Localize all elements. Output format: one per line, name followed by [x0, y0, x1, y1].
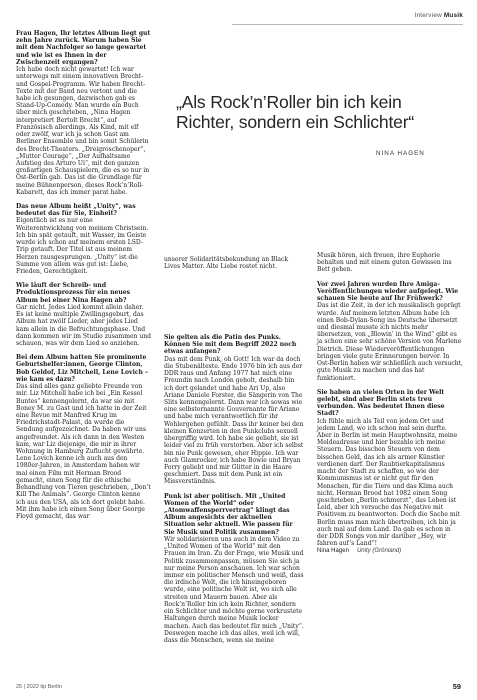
interview-answer: Gar nicht. Jedes Lied kommt allein daher. Es ist keine multiple Zwillingsgeburt, das Album hat zwölf Lieder, aber jedes Lied kam allein in die Befruchtungsphase. Und dann kommen wir im Studio zusammen und schauen, was wir dem Lied so anziehen.: [16, 303, 152, 347]
interview-question: Das neue Album heißt „Unity“, was bedeutet das für Sie, Einheit?: [16, 203, 136, 218]
interview-question: Punk ist aber politisch. Mit „United Women of the World“ oder „Atomwaffensperrvertrag“ klingt das Album angesichts der aktuellen Situation sehr aktuell. Wie passen für Sie Musik und Politik zusammen?: [164, 492, 293, 536]
section-header: [415, 12, 463, 19]
footer-issue-number: 25 | 2022: [16, 684, 39, 690]
interview-question: Frau Hagen, Ihr letztes Album liegt gut zehn Jahre zurück. Warum haben Sie mit dem Nachfolger so lange gewartet und wie ist es Ihnen in der Zwischenzeit ergangen?: [16, 30, 151, 66]
interview-answer: Eigentlich ist es nur eine Weiterentwicklung von meinem Christsein. Ich bin spät getauft, mit Wasser, im Geiste wurde ich schon auf meinem ersten LSD-Trip getauft. Der Titel ist aus meinem Herzen rausgesprungen. „Unity“ ist die Summe von allem was gut ist: Liebe, Frieden, Gerechtigkeit.: [16, 217, 149, 275]
interview-question: Sie gelten als die Patin des Punks. Können Sie mit dem Begriff 2022 noch etwas anfangen?: [164, 334, 297, 356]
interview-answer: Ich habe doch nicht gewartet! Ich war unterwegs mit einem innovativen Brecht- und Gospel-Programm. Wir haben Brecht-Texte mit der Band neu vertont und die habe ich gesungen, dazwischen gab es Stand-Up-Comedy. Man wurde ein Buch über mich geschrieben, „Nina Hagen interpretiert Bertolt Brecht“, auf Französisch allerdings. Als Kind, mit elf oder zwölf, war ich ja schon Gast am Berliner Ensemble und bin somit Schülerin des Brecht-Theaters. „Dreigroschenoper“, „Mutter Courage“, „Der Aufhaltsame Aufstieg des Arturo Ui“, mit den ganzen großartigen Schauspielern, die es so nur in Ost-Berlin gab. Das ist die Grundlage für meine Bühnenperson, dieses Rock’n’Roll-Kabarett, das ich immer parat habe.: [16, 66, 150, 196]
pull-quote-author: NINA HAGEN: [376, 150, 425, 157]
interview-question: Vor zwei Jahren wurden Ihre Amiga-Veröffentlichungen wieder aufgelegt. Wie schauen Sie heute auf Ihr Frühwerk?: [317, 280, 459, 303]
article-column-3: [317, 252, 463, 555]
pull-quote: „Als Rock’n’Roller bin ich kein Richter, sondern ein Schlichter“: [176, 92, 415, 132]
photo-area: [164, 30, 463, 242]
header-category: Musik: [443, 12, 463, 19]
article-column-2-top: [164, 256, 304, 270]
credit-author: Nina Hagen: [317, 547, 349, 554]
interview-answer: Wir solidarisieren uns auch in dem Video zu „United Women of the World“ mit den Frauen im Iran. Zu der Frage, wie Musik und Politik zusammenpassen, müssen Sie sich ja nur meine Person anschauen. Ich war schon immer ein politischer Mensch und weiß, dass die irdische Welt, die ich hineingeboren wurde, eine politische Welt ist, wo sich alle streiten und Mauern bauen. Aber als Rock’n’Roller bin ich kein Richter, sondern ein Schlichter und möchte gerne verkrustete Haltungen durch meine Musik locker machen. Auch das bedeutet für mich „Unity“. Deswegen mache ich das alles, weil ich will, dass die Menschen, wenn sie meine: [164, 535, 304, 644]
interview-question: Sie haben an vielen Orten in der Welt gelebt, sind aber Berlin stets treu verbunden. Was bedeutet Ihnen diese Stadt?: [317, 388, 445, 418]
interview-answer: Ich fühle mich als Teil von jedem Ort und jedem Land, wo ich schon mal sein durfte. Aber in Berlin ist mein Hauptwohnsitz, meine Meldeadresse und hier bezahle ich meine Steuern. Das bisschen Steuern von dem bisschen Geld, das ich als armer Künstler verdienen darf. Der Raubtierkapitalismus macht der Stadt zu schaffen, so wie der Kommunismus ist er nicht gut für den Menschen, für die Tiere und das Klima auch nicht. Herman Brood hat 1982 einen Song geschrieben „Berlin schmerzt“, das Leben ist Leid, aber ich versuche das Negative mit Positivem zu beantworten. Doch die Sache mit Berlin muss man mich übertreiben, ich bin ja auch mal auf dem Land. Da gab es schon in der DDR Songs von mir darüber „Hey, wir fahren auf’s Land“!: [317, 417, 460, 548]
article-column-2: [164, 334, 304, 644]
footer-issue: [16, 684, 62, 690]
interview-answer: Musik hören, sich freuen, ihre Euphorie behalten und mit einem guten Gewissen ins Bett gehen.: [317, 252, 452, 274]
article-column-1: [16, 30, 151, 520]
interview-answer: unserer Solidaritätsbekundung an Black Lives Matter. Alte Liebe rostet nicht.: [164, 256, 289, 271]
interview-question: Wie läuft der Schreib- und Produktionsprozess für ein neues Album bei einer Nina Hagen ab?: [16, 282, 130, 304]
credit-album: Unity (Grönland): [356, 547, 402, 554]
interview-answer: Das sind alles ganz geliebte Freunde von mir. Liz Mitchell habe ich bei „Ein Kessel Buntes“ kennengelernt, da war sie mit Boney M. zu Gast und ich hatte in der Zeit eine Revue mit Manfred Krug im Friedrichstadt-Palast, da wurde die Sendung aufgezeichnet. Da haben wir uns angefreundet. Als ich dann in den Westen kam, war Liz diejenige, die mir in ihrer Wohnung in Hamburg Zuflucht gewährte. Lene Lovich kenne ich auch aus den 1980er-Jahren, in Amsterdam haben wir mal einen Film mit Herman Brood gemacht, einen Song für die ethische Behandlung von Tieren geschrieben, „Don’t Kill The Animals“. George Clinton kenne ich aus den USA, als ich dort gelebt habe. Mit ihm habe ich einen Song über George Floyd gemacht, das war: [16, 383, 151, 520]
interview-answer: Das ist die Zeit, in der ich musikalisch geprägt wurde. Auf meinem letzten Album habe ich einen Bob-Dylan-Song ins Deutsche übersetzt und diesmal musste ich nichts mehr übersetzen, von „Blowin’ in the Wind“ gibt es ja schon eine sehr schöne Version von Marlene Dietrich. Diese Wiederveröffentlichungen bringen viele gute Erinnerungen hervor. In Ost-Berlin haben wir schließlich auch versucht, gute Musik zu machen und das hat funktioniert.: [317, 302, 463, 382]
page-number: 59: [452, 682, 461, 691]
interview-answer: Das mit dem Punk, oh Gott! Ich war da doch die Stubenälteste. Ende 1976 bin ich aus der DDR raus und Anfang 1977 hat mich eine Freundin nach London geholt, deshalb bin ich dort gelandet und habe Ari Up, also Ariane Daniele Forster, die Sängerin von The Slits kennengelernt. Dann war ich sowas wie eine selbsternannte Gouvernante für Ariane und habe mich verantwortlich für ihr Wohlergehen gefühlt. Dass ihr keiner bei den kleinen Konzerten in den Punkclubs sexuell übergriffig wird. Ich habe sie geliebt, sie ist leider viel zu früh verstorben. Aber ich selbst bin nie Punk gewesen, eher Hippie. Ich war auch Glamrocker, ich habe Bowie und Bryan Ferry geliebt und mir Glitter in die Haare geschmiert. Dass mit dem Punk ist ein Missverständnis.: [164, 355, 304, 486]
album-credit: [317, 548, 463, 555]
footer-brand: tip Berlin: [40, 684, 62, 690]
header-section: Interview: [414, 12, 442, 19]
interview-question: Bei dem Album hatten Sie prominente Geburtshelfer:innen, George Clinton, Bob Geldof, Liz Mitchell, Lene Lovich – wie kam es dazu?: [16, 354, 149, 383]
header-rule: [232, 24, 463, 25]
